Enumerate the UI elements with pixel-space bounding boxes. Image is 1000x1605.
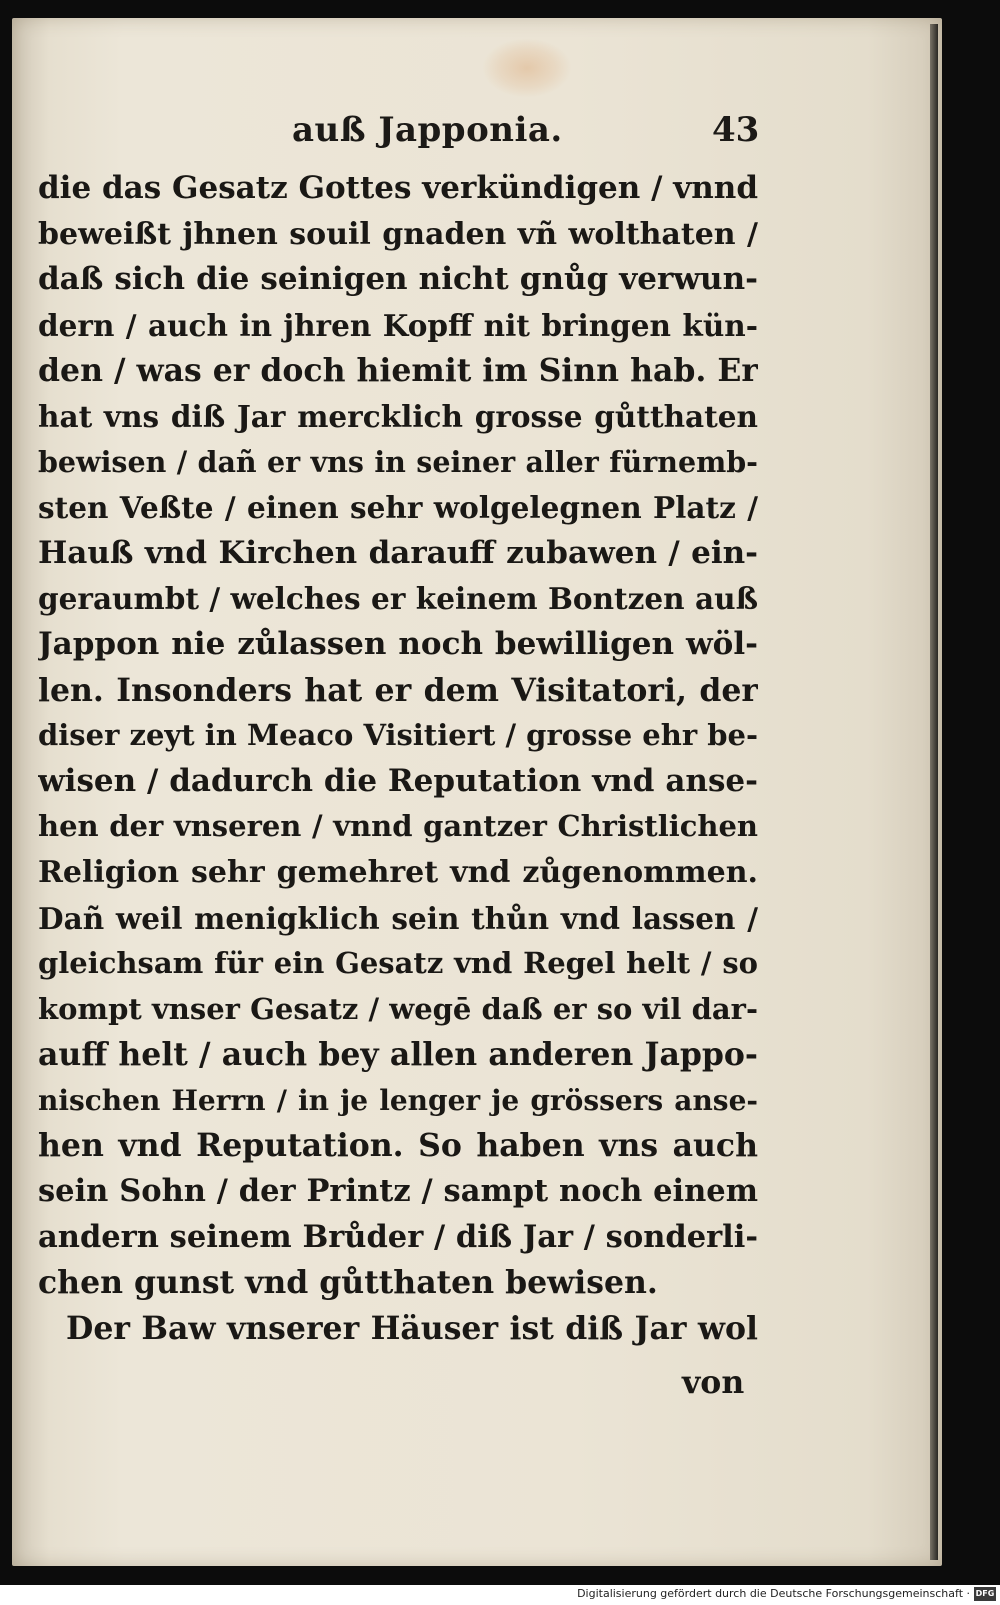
text-line: auff helt / auch bey allen anderen Jappo- (38, 1036, 758, 1074)
text-line: sten Veßte / einen sehr wolgelegnen Platz / (38, 490, 758, 526)
funding-credit: Digitalisierung gefördert durch die Deutsche Forschungsgemeinschaft · (577, 1587, 970, 1600)
text-line: Jappon nie zůlassen noch bewilligen wöl- (38, 625, 758, 662)
text-line: andern seinem Brůder / diß Jar / sonderli- (38, 1218, 758, 1255)
body-text (38, 166, 758, 1351)
text-line: bewisen / dañ er vns in seiner aller fürnemb- (38, 444, 758, 479)
text-line: die das Gesatz Gottes verkündigen / vnnd (38, 170, 758, 206)
text-line: Dañ weil menigklich sein thůn vnd lassen / (38, 900, 758, 936)
page-header (12, 110, 942, 160)
text-line: chen gunst vnd gůtthaten bewisen. (38, 1264, 658, 1302)
page-number: 43 (712, 110, 760, 150)
text-line: kompt vnser Gesatz / wegē daß er so vil dar- (38, 991, 758, 1026)
text-line: len. Insonders hat er dem Visitatori, der (38, 671, 758, 709)
text-line: hen der vnseren / vnnd gantzer Christlichen (38, 809, 758, 844)
text-line: wisen / dadurch die Reputation vnd anse- (38, 762, 758, 799)
paper-stain (482, 38, 572, 98)
text-line: diser zeyt in Meaco Visitiert / grosse ehr be- (38, 718, 758, 753)
text-line: gleichsam für ein Gesatz vnd Regel helt / so (38, 946, 758, 981)
text-line: geraumbt / welches er keinem Bontzen auß (38, 581, 758, 617)
text-line: Religion sehr gemehret vnd zůgenommen. (38, 854, 758, 890)
dfg-logo: DFG (974, 1587, 996, 1601)
text-line: dern / auch in jhren Kopff nit bringen kün- (38, 307, 758, 343)
text-line: hen vnd Reputation. So haben vns auch (38, 1127, 758, 1165)
text-line: hat vns diß Jar mercklich grosse gůtthaten (38, 398, 758, 434)
catchword: von (682, 1364, 745, 1401)
text-line: Der Baw vnserer Häuser ist diß Jar wol (66, 1309, 758, 1347)
text-line: beweißt jhnen souil gnaden vñ wolthaten / (38, 216, 758, 252)
text-line: nischen Herrn / in je lenger je grössers anse- (38, 1083, 758, 1117)
text-line: daß sich die seinigen nicht gnůg verwun- (38, 261, 758, 298)
book-page (12, 18, 942, 1566)
text-line: den / was er doch hiemit im Sinn hab. Er (38, 352, 758, 390)
page-edge (930, 24, 938, 1560)
text-line: Hauß vnd Kirchen darauff zubawen / ein- (38, 534, 758, 571)
running-head: auß Japponia. (292, 110, 563, 150)
footer-bar (0, 1585, 1000, 1605)
text-line: sein Sohn / der Printz / sampt noch einem (38, 1173, 758, 1210)
